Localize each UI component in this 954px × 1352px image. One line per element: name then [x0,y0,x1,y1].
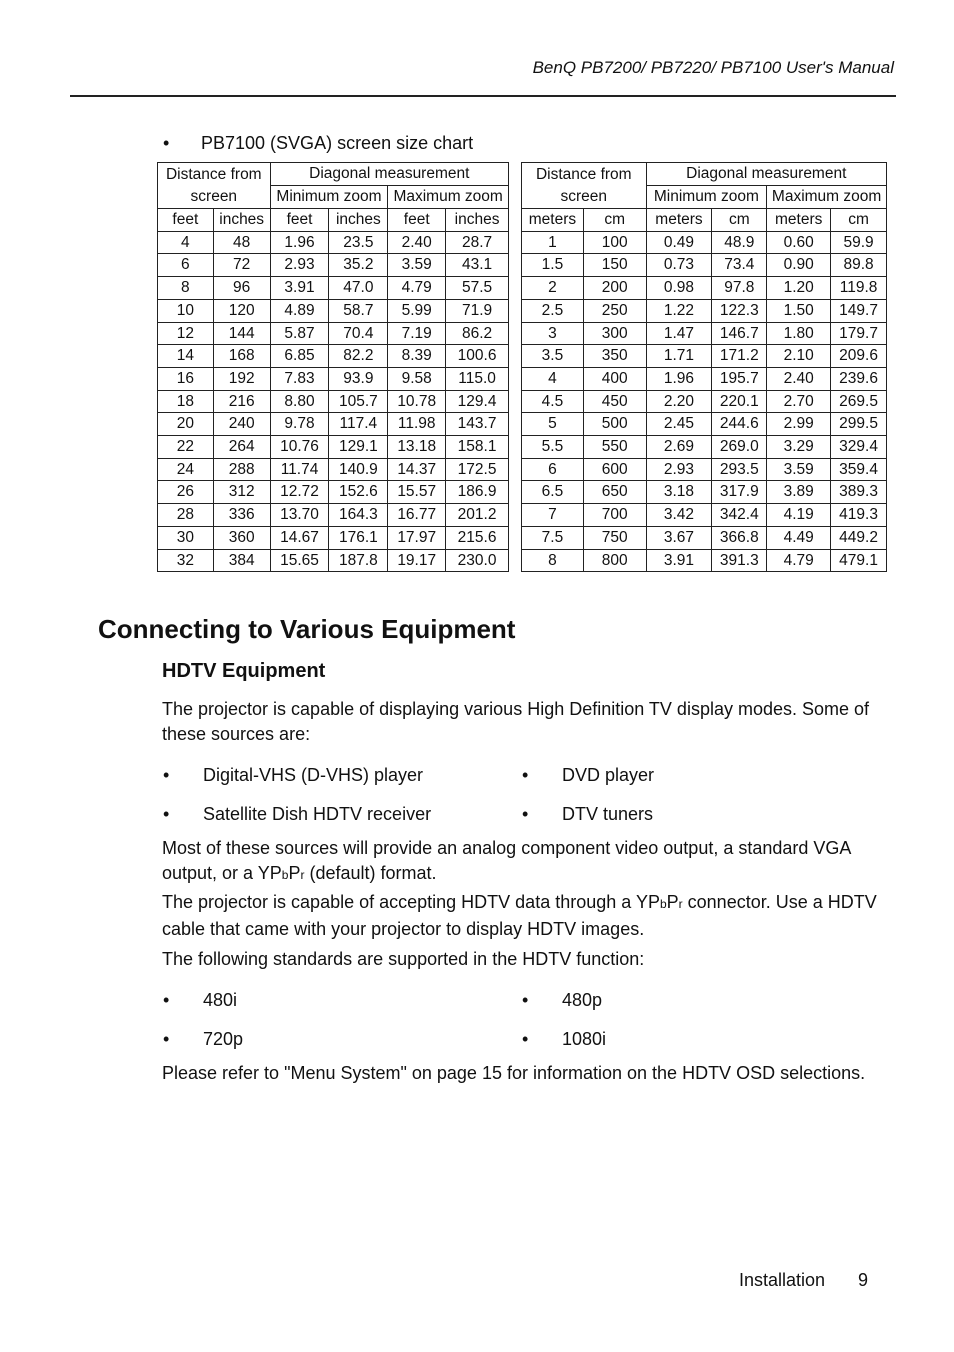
table-cell: 11.98 [388,413,446,436]
table-cell: 4.79 [767,549,831,572]
distance-header: Distance from screen [522,163,647,209]
table-cell: 150 [583,254,646,277]
table-cell: 500 [583,413,646,436]
table-cell: 187.8 [329,549,388,572]
table-row [522,299,887,322]
source-label: Digital-VHS (D-VHS) player [203,765,424,785]
table-cell: 2.69 [646,436,712,459]
table-cell: 0.60 [767,231,831,254]
table-row [522,322,887,345]
text-run: (default) format. [304,863,437,883]
table-cell: 4.89 [270,299,329,322]
table-cell: 57.5 [446,277,509,300]
table-cell: 5.5 [522,436,584,459]
table-cell: 26 [158,481,214,504]
table-cell: 70.4 [329,322,388,345]
bullet: • [522,804,529,824]
unit-cell: inches [213,209,270,232]
table-cell: 600 [583,458,646,481]
table-cell: 216 [213,390,270,413]
table-cell: 269.0 [712,436,767,459]
table-cell: 4.49 [767,526,831,549]
sources-paragraph [162,836,892,888]
table-cell: 800 [583,549,646,572]
text-run: P [666,892,679,912]
table-cell: 2.45 [646,413,712,436]
connector-paragraph [162,890,892,942]
table-cell: 5.87 [270,322,329,345]
table-cell: 6 [522,458,584,481]
table-cell: 89.8 [831,254,887,277]
standard-item [522,988,602,1013]
minimum-zoom-header: Minimum zoom [646,186,767,209]
table-cell: 14 [158,345,214,368]
metric-rows [522,231,887,572]
text-run: Most of these sources will provide an analog component video output, a standard VGA output, or a YP [162,838,851,883]
table-row [522,390,887,413]
table-cell: 288 [213,458,270,481]
table-cell: 1.96 [270,231,329,254]
table-cell: 9.58 [388,367,446,390]
table-cell: 171.2 [712,345,767,368]
table-row [158,526,509,549]
bullet: • [163,990,170,1010]
table-row [522,504,887,527]
section-title: Connecting to Various Equipment [98,614,516,644]
subscript-b: b [281,868,289,882]
table-cell: 105.7 [329,390,388,413]
table-cell: 329.4 [831,436,887,459]
bullet: • [522,990,529,1010]
table-cell: 3.67 [646,526,712,549]
table-cell: 8 [158,277,214,300]
table-cell: 168 [213,345,270,368]
unit-cell: inches [446,209,509,232]
table-cell: 419.3 [831,504,887,527]
table-cell: 143.7 [446,413,509,436]
reference-paragraph: Please refer to "Menu System" on page 15 for information on the HDTV OSD selections. [162,1063,866,1083]
table-cell: 14.67 [270,526,329,549]
standard-item [163,988,237,1013]
table-cell: 0.90 [767,254,831,277]
standards-paragraph: The following standards are supported in the HDTV function: [162,949,645,969]
table-row [522,549,887,572]
table-cell: 3.89 [767,481,831,504]
text-run: The projector is capable of accepting HDTV data through a YP [162,892,660,912]
standard-item [522,1027,606,1052]
table-cell: 59.9 [831,231,887,254]
table-cell: 48 [213,231,270,254]
distance-header: Distance from screen [158,163,271,209]
table-cell: 336 [213,504,270,527]
table-cell: 700 [583,504,646,527]
table-cell: 86.2 [446,322,509,345]
table-cell: 146.7 [712,322,767,345]
standard-label: 480i [203,990,238,1010]
table-row [158,367,509,390]
bullet: • [163,133,170,153]
table-cell: 449.2 [831,526,887,549]
unit-cell: feet [158,209,214,232]
table-row [158,390,509,413]
table-cell: 384 [213,549,270,572]
source-label: DTV tuners [562,804,654,824]
table-cell: 1.20 [767,277,831,300]
table-cell: 1.80 [767,322,831,345]
table-cell: 3.18 [646,481,712,504]
table-cell: 15.57 [388,481,446,504]
table-cell: 195.7 [712,367,767,390]
text-run: connector. Use a HDTV cable that came with your projector to display HDTV images. [162,892,877,939]
unit-cell: feet [388,209,446,232]
table-cell: 10.76 [270,436,329,459]
chart-label: PB7100 (SVGA) screen size chart [201,133,474,153]
table-cell: 35.2 [329,254,388,277]
table-cell: 122.3 [712,299,767,322]
table-cell: 264 [213,436,270,459]
table-cell: 220.1 [712,390,767,413]
table-row [158,231,509,254]
table-cell: 2.40 [767,367,831,390]
table-cell: 179.7 [831,322,887,345]
table-cell: 4.79 [388,277,446,300]
table-cell: 152.6 [329,481,388,504]
table-cell: 2.93 [646,458,712,481]
source-item [522,802,653,827]
bullet: • [163,804,170,824]
table-cell: 6 [158,254,214,277]
table-cell: 3.91 [270,277,329,300]
table-row [158,504,509,527]
table-cell: 18 [158,390,214,413]
table-cell: 360 [213,526,270,549]
table-cell: 24 [158,458,214,481]
table-row [522,481,887,504]
table-cell: 0.49 [646,231,712,254]
table-cell: 17.97 [388,526,446,549]
table-cell: 1.47 [646,322,712,345]
table-cell: 32 [158,549,214,572]
standard-label: 1080i [562,1029,607,1049]
table-cell: 359.4 [831,458,887,481]
manual-title: BenQ PB7200/ PB7220/ PB7100 User's Manual [532,58,894,77]
table-row [522,526,887,549]
table-cell: 73.4 [712,254,767,277]
table-cell: 82.2 [329,345,388,368]
table-cell: 1.50 [767,299,831,322]
table-cell: 4.5 [522,390,584,413]
table-cell: 15.65 [270,549,329,572]
table-cell: 149.7 [831,299,887,322]
subscript-r: r [300,868,305,882]
table-cell: 317.9 [712,481,767,504]
source-label: DVD player [562,765,655,785]
table-cell: 120 [213,299,270,322]
bullet: • [522,1029,529,1049]
table-cell: 2.40 [388,231,446,254]
source-item [163,802,431,827]
unit-cell: cm [583,209,646,232]
imperial-rows [158,231,509,572]
table-cell: 389.3 [831,481,887,504]
table-cell: 7.5 [522,526,584,549]
table-cell: 244.6 [712,413,767,436]
table-cell: 13.70 [270,504,329,527]
unit-cell: meters [522,209,584,232]
table-row [522,277,887,300]
standard-label: 720p [203,1029,244,1049]
table-cell: 12 [158,322,214,345]
table-cell: 22 [158,436,214,459]
table-cell: 5 [522,413,584,436]
table-row [158,345,509,368]
table-cell: 19.17 [388,549,446,572]
unit-cell: feet [270,209,329,232]
table-cell: 58.7 [329,299,388,322]
table-cell: 3.91 [646,549,712,572]
diagonal-header: Diagonal measurement [270,163,508,186]
table-cell: 3.59 [388,254,446,277]
table-cell: 230.0 [446,549,509,572]
table-cell: 391.3 [712,549,767,572]
table-cell: 3 [522,322,584,345]
table-cell: 11.74 [270,458,329,481]
table-cell: 4 [522,367,584,390]
table-cell: 350 [583,345,646,368]
table-cell: 7 [522,504,584,527]
table-row [158,549,509,572]
table-cell: 450 [583,390,646,413]
bullet: • [522,765,529,785]
table-cell: 3.5 [522,345,584,368]
table-cell: 129.4 [446,390,509,413]
table-row [522,367,887,390]
subscript-b: b [659,897,667,911]
table-row [158,436,509,459]
table-cell: 1 [522,231,584,254]
table-cell: 200 [583,277,646,300]
table-cell: 164.3 [329,504,388,527]
table-cell: 144 [213,322,270,345]
table-row [522,413,887,436]
subsection-title: HDTV Equipment [162,660,326,682]
table-cell: 201.2 [446,504,509,527]
table-cell: 172.5 [446,458,509,481]
table-cell: 13.18 [388,436,446,459]
table-cell: 100.6 [446,345,509,368]
table-cell: 312 [213,481,270,504]
table-row [158,322,509,345]
table-cell: 3.42 [646,504,712,527]
table-cell: 2.93 [270,254,329,277]
table-cell: 2.99 [767,413,831,436]
units-row [158,209,509,232]
table-cell: 3.59 [767,458,831,481]
table-cell: 300 [583,322,646,345]
table-cell: 97.8 [712,277,767,300]
table-row [158,458,509,481]
table-cell: 176.1 [329,526,388,549]
table-cell: 10.78 [388,390,446,413]
table-cell: 750 [583,526,646,549]
table-row [522,345,887,368]
table-cell: 5.99 [388,299,446,322]
table-cell: 30 [158,526,214,549]
page-number: 9 [858,1270,869,1290]
table-cell: 239.6 [831,367,887,390]
unit-cell: cm [712,209,767,232]
table-cell: 192 [213,367,270,390]
table-cell: 250 [583,299,646,322]
table-cell: 0.98 [646,277,712,300]
unit-cell: meters [767,209,831,232]
metric-size-table [521,162,887,572]
table-cell: 93.9 [329,367,388,390]
text-run: P [288,863,301,883]
table-cell: 100 [583,231,646,254]
table-cell: 20 [158,413,214,436]
table-row [158,299,509,322]
standard-item [163,1027,243,1052]
table-cell: 28 [158,504,214,527]
units-row [522,209,887,232]
source-item [163,763,423,788]
table-cell: 186.9 [446,481,509,504]
minimum-zoom-header: Minimum zoom [270,186,388,209]
page-header [70,56,896,97]
imperial-size-table [157,162,509,572]
table-cell: 6.85 [270,345,329,368]
source-label: Satellite Dish HDTV receiver [203,804,432,824]
table-cell: 6.5 [522,481,584,504]
table-cell: 2.10 [767,345,831,368]
table-cell: 2.5 [522,299,584,322]
table-cell: 366.8 [712,526,767,549]
table-cell: 650 [583,481,646,504]
table-row [522,436,887,459]
table-cell: 158.1 [446,436,509,459]
table-cell: 23.5 [329,231,388,254]
table-cell: 299.5 [831,413,887,436]
table-cell: 209.6 [831,345,887,368]
table-row [158,277,509,300]
maximum-zoom-header: Maximum zoom [388,186,509,209]
table-cell: 3.29 [767,436,831,459]
table-cell: 8 [522,549,584,572]
table-row [158,413,509,436]
table-cell: 550 [583,436,646,459]
table-row [522,231,887,254]
diagonal-header: Diagonal measurement [646,163,886,186]
table-row [522,254,887,277]
table-cell: 117.4 [329,413,388,436]
table-cell: 400 [583,367,646,390]
table-cell: 215.6 [446,526,509,549]
table-cell: 2.20 [646,390,712,413]
table-cell: 2 [522,277,584,300]
table-cell: 72 [213,254,270,277]
table-cell: 293.5 [712,458,767,481]
table-cell: 119.8 [831,277,887,300]
bullet: • [163,765,170,785]
unit-cell: cm [831,209,887,232]
table-cell: 16 [158,367,214,390]
table-cell: 7.83 [270,367,329,390]
unit-cell: meters [646,209,712,232]
table-cell: 71.9 [446,299,509,322]
table-cell: 342.4 [712,504,767,527]
standard-label: 480p [562,990,603,1010]
table-row [158,254,509,277]
bullet: • [163,1029,170,1049]
table-cell: 140.9 [329,458,388,481]
source-item [522,763,654,788]
table-row [522,458,887,481]
table-cell: 8.39 [388,345,446,368]
table-cell: 16.77 [388,504,446,527]
table-cell: 10 [158,299,214,322]
table-cell: 269.5 [831,390,887,413]
table-cell: 129.1 [329,436,388,459]
table-cell: 43.1 [446,254,509,277]
table-cell: 7.19 [388,322,446,345]
table-cell: 47.0 [329,277,388,300]
table-cell: 8.80 [270,390,329,413]
table-cell: 14.37 [388,458,446,481]
table-cell: 1.96 [646,367,712,390]
intro-paragraph: The projector is capable of displaying various High Definition TV display modes. Some of these sources are: [162,699,870,744]
table-cell: 1.22 [646,299,712,322]
table-cell: 115.0 [446,367,509,390]
subscript-r: r [678,897,683,911]
table-cell: 12.72 [270,481,329,504]
maximum-zoom-header: Maximum zoom [767,186,887,209]
table-cell: 2.70 [767,390,831,413]
table-cell: 96 [213,277,270,300]
table-row [158,481,509,504]
table-cell: 28.7 [446,231,509,254]
table-cell: 479.1 [831,549,887,572]
table-cell: 9.78 [270,413,329,436]
table-cell: 240 [213,413,270,436]
chart-bullet-item [163,133,473,154]
table-cell: 48.9 [712,231,767,254]
table-cell: 4 [158,231,214,254]
table-cell: 1.71 [646,345,712,368]
unit-cell: inches [329,209,388,232]
table-cell: 4.19 [767,504,831,527]
table-cell: 0.73 [646,254,712,277]
table-cell: 1.5 [522,254,584,277]
footer-section-name: Installation [739,1270,826,1290]
